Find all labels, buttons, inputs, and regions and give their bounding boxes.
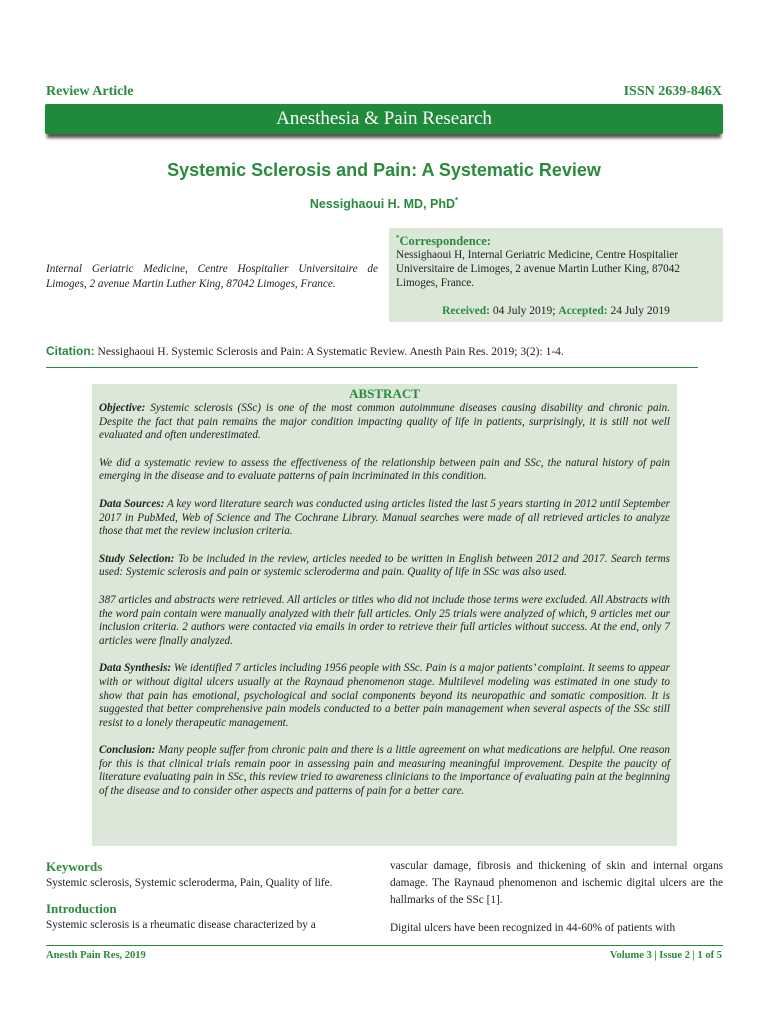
footer-divider [46, 945, 723, 946]
introduction-heading: Introduction [46, 901, 117, 916]
data-sources-text: A key word literature search was conducted using articles listed the last 5 years starting in 2012 until September 2017 in PubMed, Web of Science and The Cochrane Library. Manual searches were made of all retrieved articles to analyze those that met the review inclusion criteria. [99, 497, 670, 538]
abstract-study-selection [99, 553, 670, 580]
keywords-text: Systemic sclerosis, Systemic scleroderma, Pain, Quality of life. [46, 877, 333, 889]
abstract-aim: We did a systematic review to assess the effectiveness of the relationship between pain and SSc, the natural history of pain emerging in the disease and to evaluate patterns of pain incriminated in this condition. [99, 456, 670, 483]
issn: ISSN 2639-846X [623, 84, 722, 99]
objective-text: Systemic sclerosis (SSc) is one of the most common autoimmune diseases causing disability and chronic pain. Despite the fact that pain remains the major condition impacting quality of life in patients, surprisingly, it is still not well evaluated and often underestimated. [99, 402, 670, 442]
correspondence-heading [396, 231, 716, 248]
divider [46, 367, 698, 368]
correspondence-box [389, 228, 723, 322]
body-paragraph-2: Digital ulcers have been recognized in 44-60% of patients with [390, 922, 676, 934]
body-paragraph: vascular damage, fibrosis and thickening of skin and internal organs damage. The Raynaud phenomenon and ischemic digital ulcers are the hallmarks of the SSc [1]. [390, 860, 723, 906]
accepted-date: 24 July 2019 [610, 305, 670, 317]
abstract-retrieval: 387 articles and abstracts were retrieved. All articles or titles who did not include those terms were excluded. All Abstracts with the word pain contain were manually analyzed with their full articles. Only 25 trials were analyzed of which, 9 articles met our inclusion criteria. 2 authors were contacted via emails in order to retrieve their full articles without success. At the end, only 7 articles were finally analyzed. [99, 593, 670, 647]
data-synthesis-text: We identified 7 articles including 1956 people with SSc. Pain is a major patients’ complaint. It seems to appear with or without digital ulcers usually at the Raynaud phenomenon stage. Multilevel modeling was estimated in one study to show that pain has emotional, psychological and social components beyond its neuropathic and somatic composition. It is suggested that better comprehensive pain models conducted to a better pain management when several aspects of the SSc still resist to a lonely therapeutic management. [99, 662, 670, 729]
dates-line [389, 304, 723, 318]
keywords-heading: Keywords [46, 859, 103, 874]
accepted-label: Accepted: [558, 305, 608, 317]
study-selection-label: Study Selection: [99, 552, 175, 565]
citation-label: Citation: [46, 344, 95, 358]
data-synthesis-label: Data Synthesis: [99, 662, 172, 675]
conclusion-text: Many people suffer from chronic pain and there is a little agreement on what medications are helpful. One reason for this is that clinical trials remain poor in assessing pain and measuring meaningful improvement. Despite the paucity of literature evaluating pain in SSc, this review tried to awareness clinicians to the importance of evaluating pain at the beginning of the disease and to consider other aspects and patterns of pain for a better care. [99, 744, 670, 798]
right-column [390, 858, 723, 937]
article-type: Review Article [46, 84, 134, 99]
study-selection-text: To be included in the review, articles needed to be written in English between 2012 and 2017. Search terms used: Systemic sclerosis and pain or systemic scleroderma and pain. Quality of life in SSc was also used. [99, 552, 670, 579]
footer-page-info: Volume 3 | Issue 2 | 1 of 5 [609, 950, 722, 961]
citation [46, 344, 564, 358]
abstract-data-synthesis [99, 662, 670, 730]
correspondence-mark: * [396, 234, 400, 242]
correspondence-label: Correspondence: [399, 234, 491, 249]
received-label: Received: [442, 305, 491, 317]
page-title: Systemic Sclerosis and Pain: A Systematic Review [167, 160, 601, 180]
conclusion-label: Conclusion: [99, 744, 156, 757]
citation-text: Nessighaoui H. Systemic Sclerosis and Pain: A Systematic Review. Anesth Pain Res. 2019; 3(2): 1-4. [97, 346, 564, 358]
objective-label: Objective: [99, 402, 146, 414]
abstract-box [92, 384, 677, 846]
abstract-heading: ABSTRACT [349, 386, 420, 401]
received-date: 04 July 2019; [492, 305, 556, 317]
abstract-objective [99, 402, 670, 443]
correspondence-text: Nessighaoui H, Internal Geriatric Medicine, Centre Hospitalier Universitaire de Limoges, 2 avenue Martin Luther King, 87042 Limoges, France. [396, 249, 680, 290]
left-column [46, 858, 378, 934]
author-mark: * [455, 196, 459, 205]
journal-banner [45, 104, 723, 134]
introduction-text: Systemic sclerosis is a rheumatic disease characterized by a [46, 919, 316, 931]
affiliation: Internal Geriatric Medicine, Centre Hospitalier Universitaire de Limoges, 2 avenue Martin Luther King, 87042 Limoges, France. [46, 263, 378, 290]
author-name: Nessighaoui H. MD, PhD [309, 197, 456, 212]
footer-journal: Anesth Pain Res, 2019 [46, 950, 146, 961]
author-line [0, 196, 768, 211]
journal-name: Anesthesia & Pain Research [276, 108, 492, 129]
abstract-conclusion [99, 744, 670, 798]
data-sources-label: Data Sources: [99, 497, 165, 510]
abstract-data-sources [99, 498, 670, 539]
